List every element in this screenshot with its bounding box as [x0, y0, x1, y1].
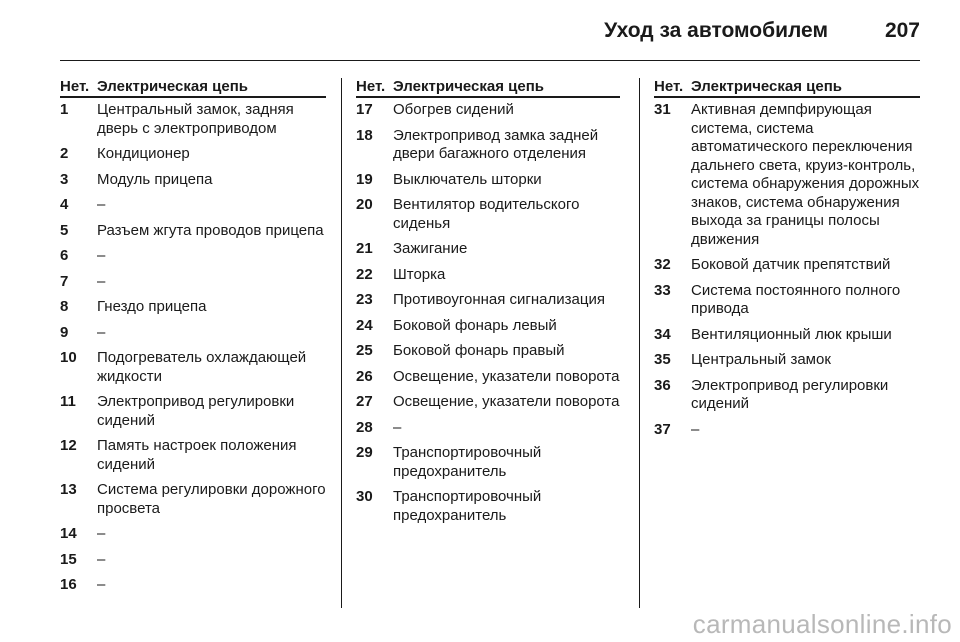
circuit-name: Активная демпфирующая система, система автоматического переключения дальнего света, круиз-контроль, система обнаружения дорожных знаков, система обнаружения выхода за границы полосы движения	[691, 101, 920, 248]
fuse-number: 13	[60, 481, 77, 498]
table-row	[654, 351, 920, 370]
table-column-1	[60, 78, 326, 602]
table-row	[60, 437, 326, 474]
header-num: Нет.	[356, 78, 386, 95]
fuse-number: 8	[60, 298, 69, 315]
table-row	[60, 324, 326, 343]
fuse-number: 27	[356, 393, 373, 410]
table-row	[60, 349, 326, 386]
header-num: Нет.	[654, 78, 684, 95]
circuit-name: Вентиляционный люк крыши	[691, 325, 892, 343]
fuse-number: 1	[60, 101, 69, 118]
header-circuit: Электрическая цепь	[97, 78, 249, 95]
table-row	[654, 256, 920, 275]
header-circuit: Электрическая цепь	[691, 78, 843, 95]
fuse-table	[60, 78, 920, 610]
fuse-number: 35	[654, 351, 671, 368]
circuit-name: Обогрев сидений	[393, 101, 514, 118]
table-row	[356, 240, 620, 259]
fuse-number: 15	[60, 550, 77, 568]
fuse-number: 33	[654, 281, 671, 299]
circuit-name: –	[97, 576, 106, 593]
circuit-name: Боковой фонарь левый	[393, 316, 557, 334]
circuit-name: Зажигание	[393, 240, 468, 257]
fuse-number: 4	[60, 196, 69, 213]
fuse-number: 34	[654, 325, 671, 343]
table-row	[356, 127, 620, 164]
table-row	[654, 282, 920, 319]
table-row	[356, 101, 620, 120]
fuse-number: 20	[356, 196, 373, 213]
circuit-name: –	[97, 247, 106, 264]
header-num: Нет.	[60, 78, 90, 95]
circuit-name: Центральный замок	[691, 351, 831, 368]
circuit-name: Выключатель шторки	[393, 170, 542, 188]
circuit-name: Освещение, указатели поворота	[393, 393, 620, 410]
table-row	[356, 419, 620, 438]
circuit-name: –	[97, 272, 106, 290]
table-rows	[654, 101, 920, 439]
fuse-number: 11	[60, 393, 76, 410]
fuse-number: 16	[60, 576, 77, 593]
fuse-number: 14	[60, 525, 77, 542]
circuit-name: Противоугонная сигнализация	[393, 291, 605, 308]
fuse-number: 19	[356, 170, 373, 188]
fuse-number: 26	[356, 367, 373, 385]
circuit-name: Электропривод регулировки сидений	[691, 376, 889, 412]
table-row	[60, 145, 326, 164]
table-rows	[356, 101, 620, 525]
circuit-name: Система регулировки дорожного просвета	[97, 481, 326, 517]
table-row	[60, 525, 326, 544]
table-rows	[60, 101, 326, 595]
table-row	[356, 393, 620, 412]
table-row	[60, 298, 326, 317]
fuse-number: 6	[60, 247, 69, 264]
circuit-name: Электропривод замка задней двери багажного отделения	[393, 126, 599, 162]
circuit-name: Шторка	[393, 265, 446, 283]
circuit-name: Транспортировочный предохранитель	[393, 444, 542, 480]
fuse-number: 21	[356, 240, 373, 257]
circuit-name: –	[97, 550, 106, 568]
table-row	[60, 222, 326, 241]
fuse-number: 22	[356, 265, 373, 283]
fuse-number: 36	[654, 376, 671, 394]
fuse-number: 28	[356, 418, 373, 436]
fuse-number: 25	[356, 342, 373, 359]
table-row	[356, 266, 620, 285]
fuse-number: 31	[654, 101, 671, 118]
table-row	[60, 196, 326, 215]
circuit-name: Подогреватель охлаждающей жидкости	[97, 349, 307, 385]
fuse-number: 12	[60, 437, 77, 454]
table-row	[60, 273, 326, 292]
circuit-name: Система постоянного полного привода	[691, 281, 901, 317]
page-header	[60, 0, 920, 61]
circuit-name: Вентилятор водительского сиденья	[393, 196, 580, 232]
table-row	[356, 196, 620, 233]
table-row	[60, 393, 326, 430]
table-header	[654, 78, 920, 98]
fuse-number: 17	[356, 101, 373, 118]
circuit-name: Разъем жгута проводов прицепа	[97, 221, 324, 239]
table-row	[356, 444, 620, 481]
fuse-number: 9	[60, 323, 69, 341]
page-title: Уход за автомобилем	[604, 19, 828, 42]
watermark: carmanualsonline.info	[692, 609, 952, 639]
fuse-number: 3	[60, 170, 69, 188]
table-column-2	[356, 78, 620, 532]
table-row	[356, 171, 620, 190]
circuit-name: Транспортировочный предохранитель	[393, 488, 542, 524]
table-row	[356, 317, 620, 336]
circuit-name: Кондиционер	[97, 145, 190, 162]
fuse-number: 23	[356, 291, 373, 308]
circuit-name: Центральный замок, задняя дверь с электроприводом	[97, 101, 294, 137]
table-row	[356, 342, 620, 361]
circuit-name: Боковой датчик препятствий	[691, 256, 891, 273]
fuse-number: 2	[60, 145, 69, 162]
table-row	[654, 101, 920, 249]
table-row	[60, 481, 326, 518]
table-row	[654, 377, 920, 414]
circuit-name: Электропривод регулировки сидений	[97, 393, 295, 429]
circuit-name: –	[393, 418, 402, 436]
table-row	[654, 421, 920, 440]
fuse-number: 7	[60, 272, 69, 290]
table-row	[60, 551, 326, 570]
table-header	[356, 78, 620, 98]
fuse-number: 29	[356, 444, 373, 461]
table-row	[60, 576, 326, 595]
table-row	[356, 368, 620, 387]
circuit-name: –	[97, 323, 106, 341]
table-column-3	[654, 78, 920, 446]
circuit-name: Освещение, указатели поворота	[393, 367, 620, 385]
table-row	[654, 326, 920, 345]
circuit-name: Гнездо прицепа	[97, 298, 207, 315]
fuse-number: 37	[654, 420, 671, 438]
fuse-number: 5	[60, 221, 69, 239]
fuse-number: 30	[356, 488, 373, 505]
table-row	[60, 101, 326, 138]
fuse-number: 32	[654, 256, 671, 273]
circuit-name: –	[97, 196, 106, 213]
table-row	[356, 488, 620, 525]
circuit-name: Модуль прицепа	[97, 170, 213, 188]
circuit-name: –	[691, 420, 700, 438]
table-row	[356, 291, 620, 310]
circuit-name: Память настроек положения сидений	[97, 437, 297, 473]
table-header	[60, 78, 326, 98]
circuit-name: –	[97, 525, 106, 542]
header-circuit: Электрическая цепь	[393, 78, 545, 95]
fuse-number: 24	[356, 316, 373, 334]
page-number: 207	[884, 19, 920, 42]
table-row	[60, 171, 326, 190]
circuit-name: Боковой фонарь правый	[393, 342, 565, 359]
table-row	[60, 247, 326, 266]
fuse-number: 10	[60, 349, 77, 366]
fuse-number: 18	[356, 126, 373, 144]
